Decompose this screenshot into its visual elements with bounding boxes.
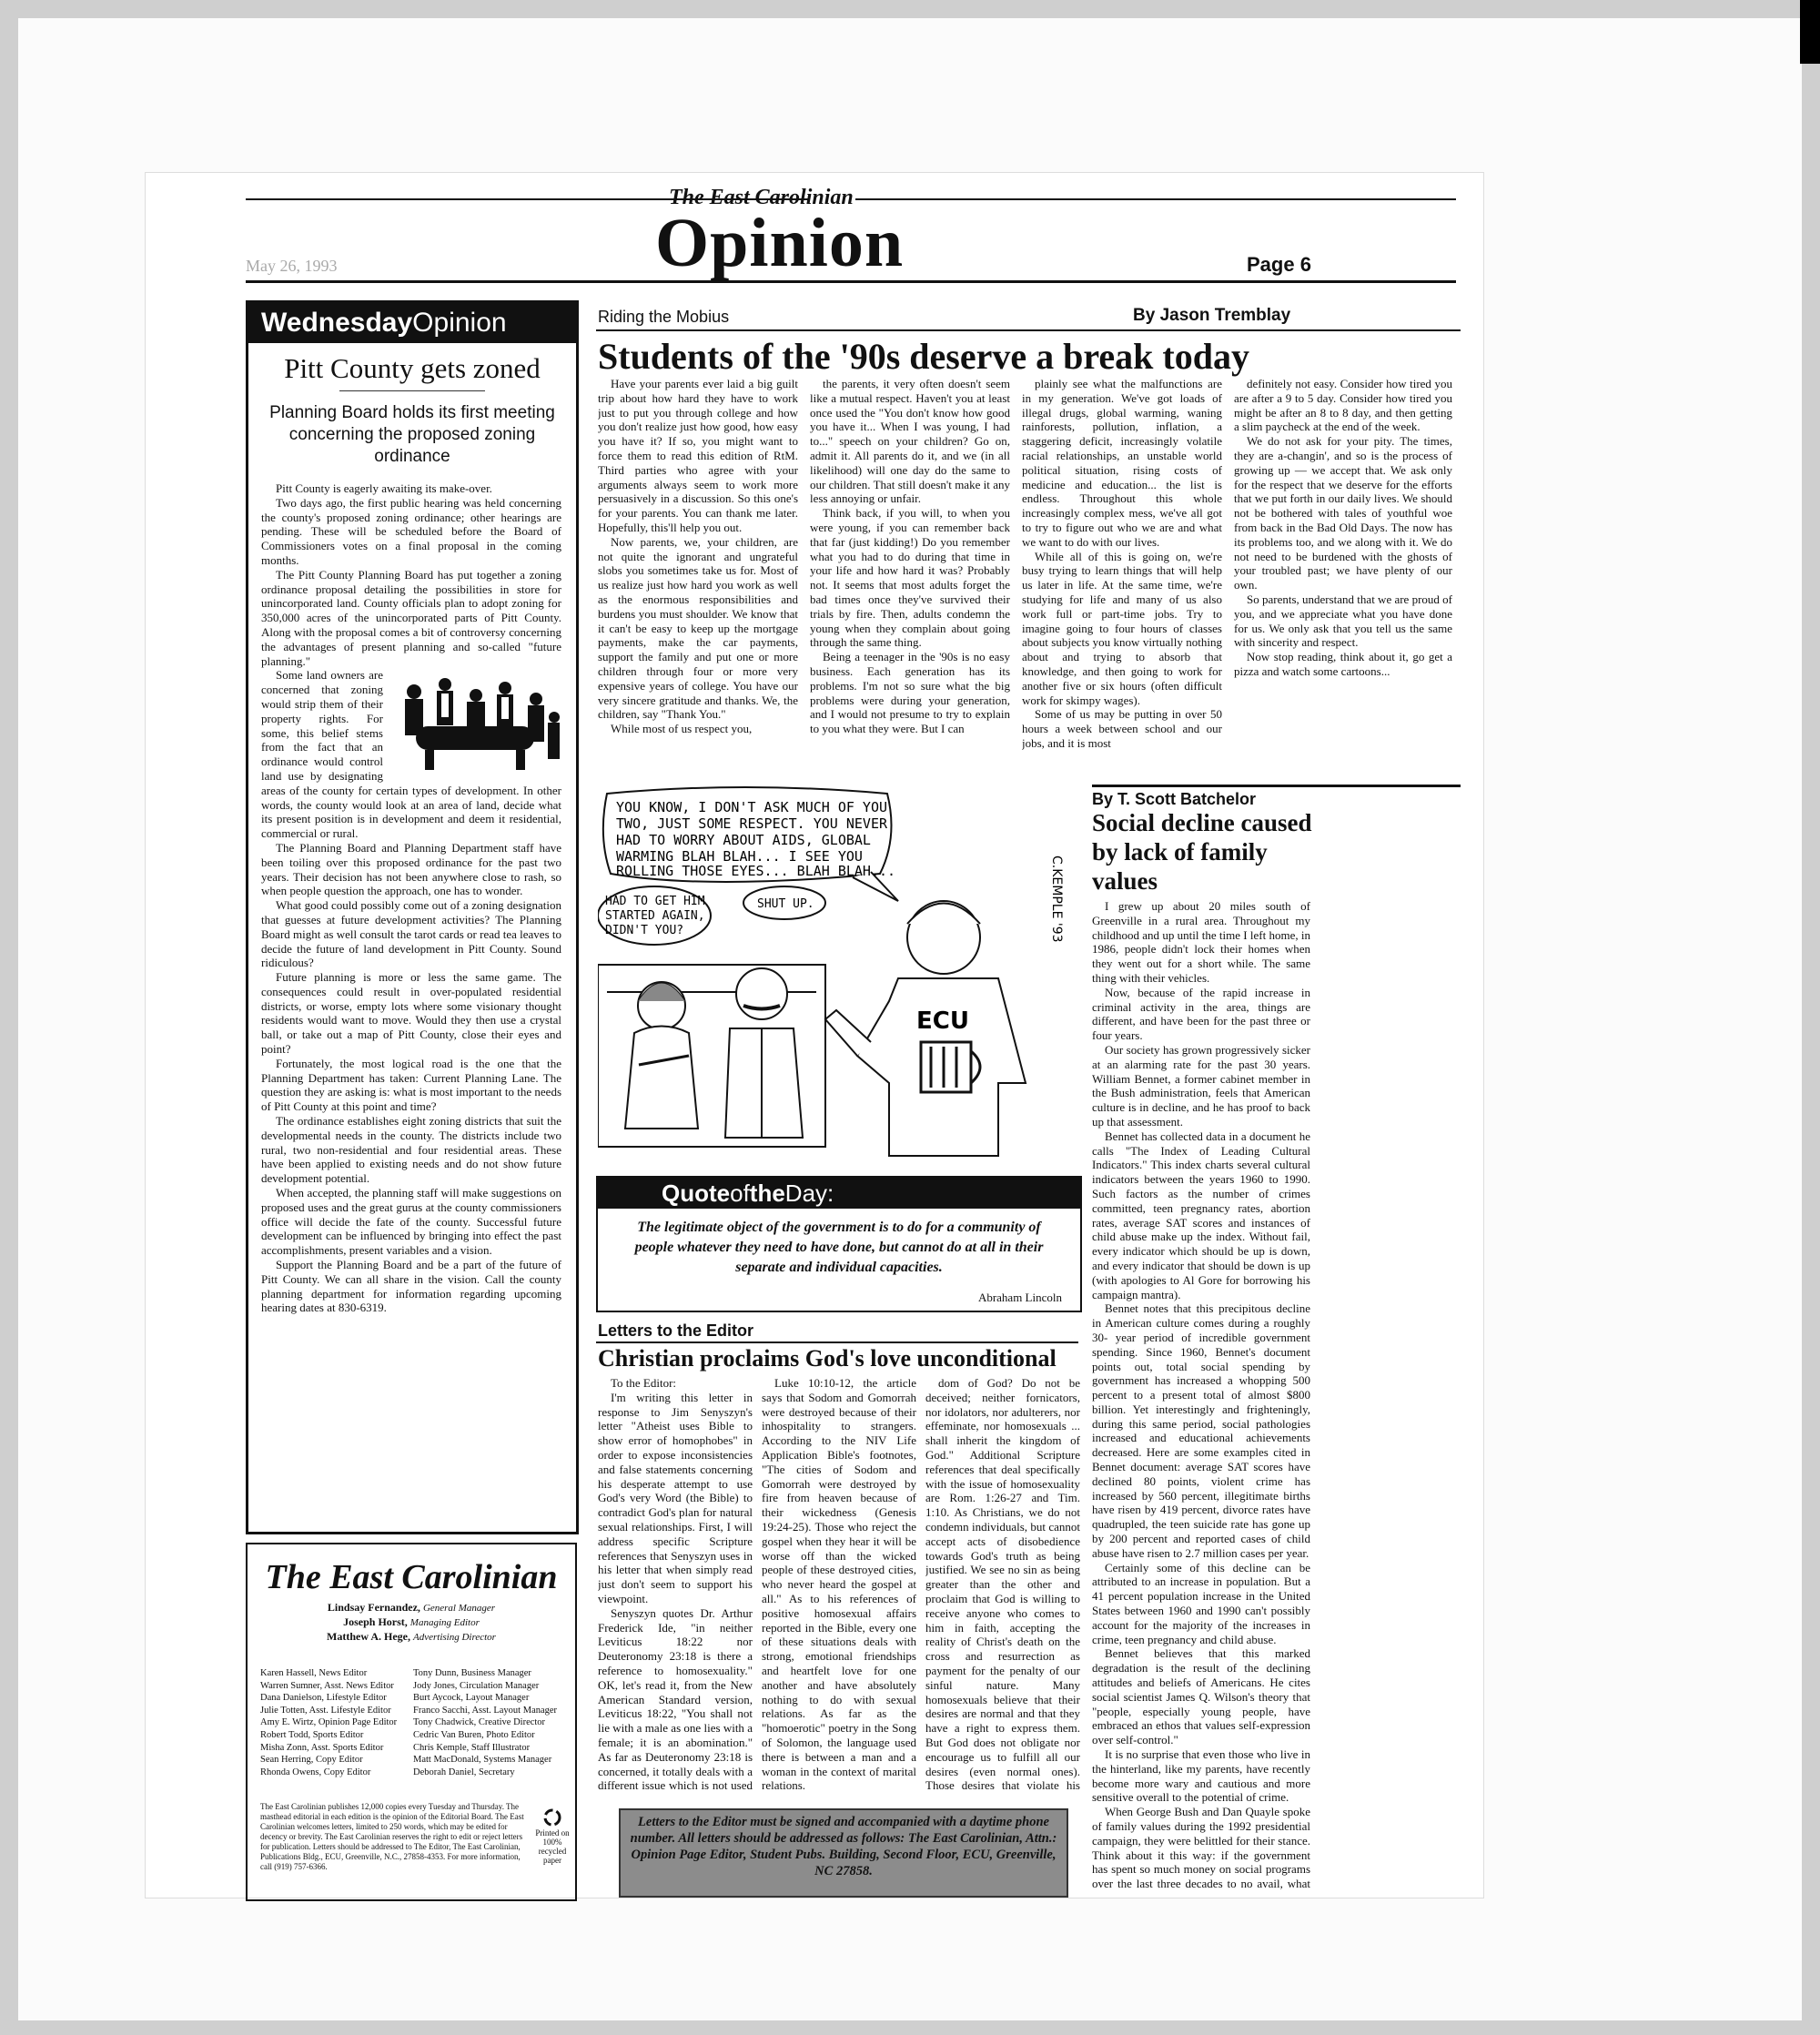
quote-text: The legitimate object of the government is to do for a community of people whatever they need to have done, but cannot do at all in their separate and individual capacities. — [634, 1220, 1044, 1275]
film-edge-mark — [1800, 0, 1820, 64]
staff-entry: Robert Todd, Sports Editor — [260, 1729, 364, 1740]
scott-paragraph: I grew up about 20 miles south of Greenville in a rural area. Throughout my childhood and up until the time I left home, in 1986, people didn't lock their homes when they went out for a short while. The same thing with their vehicles. — [1092, 899, 1310, 985]
quote-header — [598, 1178, 1080, 1209]
recycle-icon — [542, 1808, 562, 1827]
mobius-paragraph: Being a teenager in the '90s is no easy business. Each generation has its problems. I'm not so sure what the big problems were during your generation, and I would not presume to try to explain to you what they were. But I can — [810, 650, 1010, 736]
recycled-paper-note — [533, 1808, 571, 1865]
staff-entry: Jody Jones, Circulation Manager — [413, 1680, 540, 1691]
staff-entry: Franco Sacchi, Asst. Layout Manager — [413, 1705, 558, 1716]
masthead-rule — [246, 280, 1456, 283]
scott-paragraph: Bennet believes that this marked degradation is the result of the declining attitudes and beliefs of Americans. He cites social scientist James Q. Wilson's theory that "people, especially young people, have embraced an ethos that values self-expression over self-control." — [1092, 1646, 1310, 1747]
mobius-paragraph: Now parents, we, your children, are not quite the ignorant and ungrateful slobs you sometimes take us for. Most of us realize just how hard you work as well as the enormous responsibilities and burdens you must shoulder. We know that it can't be easy to keep up the mortgage payments, make the car payments, support the family and put one or more children through four or more very expensive years of college. You have our very sincere gratitude and thanks. We, the children, say "Thank You." — [598, 534, 798, 722]
staff-fine-print: The East Carolinian publishes 12,000 copies every Tuesday and Thursday. The masthead editorial in each edition is the opinion of the Editorial Board. The East Carolinian welcomes letters, limited to 250 words, which may be edited for decency or brevity. The East Carolinian reserves the right to edit or reject letters for publication. Letters should be addressed to The Editor, The East Carolinian, Publications Bldg., ECU, Greenville, N.C., 27858-4353. For more information, call (919) 757-6366. — [260, 1802, 524, 1871]
header-bold-word: Wednesday — [261, 308, 413, 338]
staff-entry: Amy E. Wirtz, Opinion Page Editor — [260, 1717, 398, 1728]
staff-entry: Dana Danielson, Lifestyle Editor — [260, 1693, 387, 1704]
staff-entry: Misha Zonn, Asst. Sports Editor — [260, 1742, 384, 1753]
letters-policy-notice: Letters to the Editor must be signed and accompanied with a daytime phone number. All letters should be addressed as follows: The East Carolinian, Attn.: Opinion Page Editor, Student Pubs. Building, Second Floor, ECU, Greenville, NC 27858. — [619, 1808, 1068, 1898]
cartoon-drawing — [598, 783, 1080, 1165]
editorial-paragraph: The Planning Board and Planning Department staff have been toiling over this proposed ordinance for the past two years. Their decision has not been anywhere close to rash, so when people question the approach, one has to wonder. — [261, 840, 561, 898]
staff-entry: Karen Hassell, News Editor — [260, 1668, 368, 1678]
staff-entry: Burt Aycock, Layout Manager — [413, 1693, 530, 1704]
editorial-divider — [339, 390, 485, 391]
editorial-paragraph: When accepted, the planning staff will make suggestions on proposed uses and the great gurus at the county commissioners office will decide the fate of the county. Successful future development can be influenced by bringing into effect the past accomplishments, present variables and a vision. — [261, 1186, 561, 1258]
letter-column-2 — [762, 1376, 916, 1795]
meeting-illustration — [389, 672, 561, 774]
header-light-word: Opinion — [412, 308, 507, 338]
editorial-paragraph: Fortunately, the most logical road is the one that the Planning Department has taken: Current Planning Lane. The question they are asking is: what is most important to the needs of Pitt County at this point and time? — [261, 1056, 561, 1114]
letter-paragraph: Senyszyn quotes Dr. Arthur Frederick Ide, "in neither Leviticus 18:22 nor Deuteronomy 23:18 is there a reference to homosexuality." OK, let's read it, from the New American Standard version, Leviticus 18:22, "You shall not lie with a male as one lies with a female; it is an abomination." As far as Deuteronomy 23:18 is concerned, it totally deals with a different issue which is not used — [598, 1605, 753, 1793]
column-name: Riding the Mobius — [598, 308, 730, 326]
mobius-paragraph: While all of this is going on, we're busy trying to learn things that will help us later in life. At the same time, we're studying for life and many of us also work full or part-time jobs. Try to imagine going to four hours of classes about subjects you know virtually nothing about and trying to absorb that knowledge, and then going to work for another five or six hours (often difficult work for skimpy wages). — [1022, 549, 1222, 707]
letter-paragraph: dom of God? Do not be deceived; neither fornicators, nor idolators, nor adulterers, nor effeminate, nor homosexuals ... shall inherit the kingdom of God." Additional Scripture references that deal specifically with the issue of homosexuality are Rom. 1:26-27 and Tim. 1:10. As Christians, we do not condemn individuals, but cannot accept acts of disobedience towards God's truth as being justified. We see no sin as being greater than the other and proclaim that God is willing to receive anyone who comes to him in faith, accepting the reality of Christ's death on the cross and resurrection as payment for the penalty of our sinful nature. Many homosexuals believe that their desires are normal and that they have a right to express them. But God does not obligate nor encourage us to fulfill all our desires (even normal ones). Those desires that violate his — [925, 1376, 1080, 1793]
mobius-paragraph: Now stop reading, think about it, go get a pizza and watch some cartoons... — [1234, 650, 1452, 678]
quote-header-part: Day: — [784, 1179, 834, 1207]
mobius-paragraph: We do not ask for your pity. The times, they are a-changin', and so is the process of growing up — we accept that. We ask only for the respect that we deserve for the efforts that we put forth in our daily lives. We should not be bothered with tales of youthful woe from back in the Bad Old Days. The now has its problems too, and we along with it. We do not need to be burdened with the ghosts of your troubled past; we have plenty of our own. — [1234, 434, 1452, 592]
staff-entry: Cedric Van Buren, Photo Editor — [413, 1729, 535, 1740]
masthead-section-title: Opinion — [655, 205, 905, 281]
cartoon-bubble-line: STARTED AGAIN, — [605, 909, 705, 923]
editorial-paragraph: The ordinance establishes eight zoning districts that suit the developmental needs in the county. The districts include two rural, two non-residential and four residential areas. These have been applied to existing needs and do not show future development potential. — [261, 1114, 561, 1186]
mobius-paragraph: Think back, if you will, to when you were young, if you can remember back that far (just kidding!) Do you remember what you had to do during that time in your life and how hard it was? Probably not. It seems that most adults forget the bad times once they've survived their trials by fire. Then, adults condemn the young when they complain about going through the same thing. — [810, 506, 1010, 650]
mobius-column-1 — [598, 377, 798, 788]
quote-of-the-day-box — [596, 1176, 1082, 1312]
staff-box — [246, 1543, 577, 1901]
scott-headline: Social decline caused by lack of family values — [1092, 809, 1312, 895]
editorial-headline: Pitt County gets zoned — [284, 352, 541, 384]
masthead-date: May 26, 1993 — [246, 257, 338, 275]
letter-paragraph: To the Editor: — [611, 1376, 677, 1390]
mobius-paragraph: While most of us respect you, — [611, 722, 753, 736]
scott-body — [1092, 899, 1310, 1891]
staff-list-left — [260, 1667, 410, 1778]
cartoon-shirt-text: ECU — [916, 1007, 969, 1035]
staff-head-name: Matthew A. Hege, — [327, 1630, 411, 1643]
staff-entry: Julie Totten, Asst. Lifestyle Editor — [260, 1705, 391, 1716]
scott-rule — [1092, 785, 1461, 787]
scott-paragraph: When George Bush and Dan Quayle spoke of family values during the 1992 presidential campaign, they were belittled for their stance. Think about it this way: if the government has spent so much money on social programs over the last three decades to no avail, what — [1092, 1805, 1310, 1891]
editorial-paragraph: What good could possibly come out of a zoning designation that guesses at future development activities? The Planning Board might as well consult the tarot cards or read tea leaves to decide the future of land development in Pitt County. Sound ridiculous? — [261, 898, 561, 970]
staff-head-name: Lindsay Fernandez, — [327, 1601, 420, 1614]
mobius-column-3 — [1022, 377, 1222, 788]
staff-entry: Tony Chadwick, Creative Director — [413, 1717, 546, 1728]
staff-list-right — [413, 1667, 563, 1778]
letter-column-3 — [925, 1376, 1080, 1795]
mobius-paragraph: plainly see what the malfunctions are in my generation. We've got loads of illegal drugs, global warming, waning rainforests, pollution, inflation, a staggering deficit, increasingly volatile racial relationships, an unstable world political situation, rising costs of medicine and education... the list is endless. Throughout this whole increasingly complex mess, we've all got to try to figure out who we are and what we want to do with our lives. — [1022, 377, 1222, 549]
staff-head-role: General Manager — [422, 1603, 496, 1614]
editorial-paragraph: Future planning is more or less the same game. The consequences could result in over-populated residential districts, or worse, empty lots where some visionary thought residents would want to move. Would they then use a crystal ball, or take out a map of Pitt County, close their eyes and point? — [261, 970, 561, 1057]
scott-paragraph: Bennet notes that this precipitous decline in American culture comes during a roughly 30- year period of incredible government spending. Since 1960, Bennet's document points out, total social spending by government has increased a whopping 500 percent to a present total of almost $800 billion. Yet interestingly and frighteningly, during this same period, social pathologies increased and educational achievements decreased. Here are some examples cited in Bennet document: average SAT scores have declined 80 points, violent crime has increased by 560 percent, illegitimate births have risen by 419 percent, divorce rates have quadrupled, the teen suicide rate has gone up by 200 percent and reported cases of child abuse have risen to 2.7 million cases per year. — [1092, 1301, 1310, 1560]
mobius-paragraph: definitely not easy. Consider how tired you are after a 9 to 5 day. Consider how tired you might be after an 8 to 8 day, and then getting a slim paycheck at the end of the week. — [1234, 377, 1452, 434]
quote-header-part: of — [730, 1179, 750, 1207]
editorial-paragraph: Support the Planning Board and be a part of the future of Pitt County. We can all share in the vision. Call the county planning department for information regarding upcoming hearing dates at 830-6319. — [261, 1258, 561, 1315]
letter-paragraph — [762, 1793, 916, 1795]
staff-paper-name: The East Carolinian — [265, 1558, 558, 1596]
scott-paragraph: Bennet has collected data in a document he calls "The Index of Leading Cultural Indicators." This index charts several cultural indicators between the years 1960 to 1990. Such factors as the number of crimes committed, teen pregnancy rates, abortion rates, average SAT scores and instances of child abuse make up the index. Without fail, every indicator which should be up is down, and every indicator that should be down is up (with apologies to Al Gore for borrowing his campaign mantra). — [1092, 1129, 1310, 1301]
editorial-paragraph: Pitt County is eagerly awaiting its make-over. — [276, 481, 492, 495]
editorial-body — [261, 481, 561, 1519]
staff-entry: Warren Sumner, Asst. News Editor — [260, 1680, 394, 1691]
staff-entry: Rhonda Owens, Copy Editor — [260, 1767, 371, 1777]
editorial-paragraph: The Pitt County Planning Board has put together a zoning ordinance proposal detailing the possibilities in store for unincorporated land. County officials plan to adopt zoning for 350,000 acres of the unincorporated parts of Pitt County. Along with the proposal comes a bit of controversy concerning the advantages of present planning and so-called "future planning." — [261, 567, 561, 668]
mobius-paragraph: So parents, understand that we are proud of you, and we appreciate what you have done for us. We only ask that you tell us the same with sincerity and respect. — [1234, 592, 1452, 650]
newspaper-page — [146, 173, 1483, 1898]
mobius-paragraph: Some of us may be putting in over 50 hours a week between school and our jobs, and it is most — [1022, 707, 1222, 750]
staff-head-role: Advertising Director — [413, 1632, 496, 1643]
cartoon-bubble-line: ROLLING THOSE EYES... BLAH BLAH... — [616, 863, 896, 879]
masthead-page-number: Page 6 — [1247, 253, 1311, 276]
letter-column-1 — [598, 1376, 753, 1795]
mobius-paragraph: the parents, it very often doesn't seem like a mutual respect. Haven't you at least once used the "You don't know how good you have it... When I was young, I had to..." speech on your children? Go on, admit it. All parents do it, and we (in all likelihood) will one day do the same to our children. That still doesn't make it any less annoying or unfair. — [810, 377, 1010, 506]
staff-entry: Deborah Daniel, Secretary — [413, 1767, 515, 1777]
staff-entry: Sean Herring, Copy Editor — [260, 1755, 363, 1766]
cartoon-credit: C.KEMPLE '93 — [1049, 856, 1064, 943]
masthead-paper-name: The East Carolinian — [669, 186, 854, 209]
quote-header-part: the — [749, 1179, 785, 1207]
cartoon-bubble-line: WARMING BLAH BLAH... I SEE YOU — [616, 848, 863, 865]
staff-head-role: Managing Editor — [410, 1617, 480, 1628]
cartoon-bubble-line: YOU KNOW, I DON'T ASK MUCH OF YOU — [616, 799, 888, 815]
editorial-paragraph: Some land owners are concerned that zoning would strip them of their property rights. For some, this belief stems from the fact that an ordinance would control land use by designating areas of the county for certain types of development. In other words, the county would look at an area of land, decide what its present position is in development and deem it residential, commercial or rural. — [261, 668, 561, 841]
quote-attribution: Abraham Lincoln — [977, 1291, 1062, 1304]
staff-head-name: Joseph Horst, — [343, 1615, 408, 1628]
scott-byline: By T. Scott Batchelor — [1092, 790, 1257, 808]
masthead-rule-right — [855, 198, 1456, 200]
editorial-cartoon — [598, 783, 1080, 1165]
staff-entry: Tony Dunn, Business Manager — [413, 1668, 531, 1678]
cartoon-bubble-line: SHUT UP. — [757, 897, 814, 911]
cartoon-bubble-line: DIDN'T YOU? — [605, 924, 684, 937]
letter-paragraph: I'm writing this letter in response to Jim Senyszyn's letter "Atheist uses Bible to show error of homophobes" in order to expose inconsistencies and false statements concerning his desperate attempt to use God's very Word (the Bible) to contradict God's plan for natural sexual relationships. First, I will address specific Scripture references that Senyszyn uses in his letter that when simply read just don't seem to support his viewpoint. — [598, 1390, 753, 1605]
cartoon-bubble-line: HAD TO WORRY ABOUT AIDS, GLOBAL — [616, 832, 871, 848]
scott-paragraph: It is no surprise that even those who live in the hinterland, like my parents, have recently become more wary and cautious and more sensitive overall to the potential of crime. — [1092, 1747, 1310, 1805]
mobius-headline: Students of the '90s deserve a break today — [598, 336, 1249, 377]
editorial-paragraph: Two days ago, the first public hearing was held concerning the county's proposed zoning ordinance; other hearings are pending. These will be scheduled before the Board of Commissioners votes on a final proposal in the coming months. — [261, 495, 561, 567]
letter-paragraph: Luke 10:10-12, the article says that Sodom and Gomorrah were destroyed because of their inhospitality to strangers. According to the NIV Life Application Bible's footnotes, "The cities of Sodom and Gomorrah were destroyed by fire from heaven because of their wickedness (Genesis 19:24-25). Those who reject the gospel when they hear it will be worse off than the wicked people of these destroyed cities, who never heard the gospel at all." As to his references of positive homosexual affairs reported in the Bible, every one of these situations deals with strong, emotional friendships and heartfelt love for one another and have absolutely nothing to do with sexual relations. As far as the "homoerotic" poetry in the Song of Solomon, the language used there is between a man and a woman in the context of marital relations. — [762, 1376, 916, 1793]
mobius-column-4 — [1234, 377, 1452, 777]
quote-header-part: Quote — [662, 1179, 731, 1207]
cartoon-bubble-line: TWO, JUST SOME RESPECT. YOU NEVER — [616, 815, 888, 832]
scott-paragraph: Certainly some of this decline can be attributed to an increase in population. But a 41 percent population increase in the United States between 1960 and 1990 can't possibly account for the majority of the increases in crime, teen pregnancy and child abuse. — [1092, 1560, 1310, 1646]
scott-paragraph: Our society has grown progressively sicker at an alarming rate for the past 30 years. William Bennet, a former cabinet member in the Bush administration, feels that American culture is in decline, and he has proof to back up that assessment. — [1092, 1042, 1310, 1129]
letters-section-label: Letters to the Editor — [598, 1321, 754, 1340]
mobius-rule — [596, 329, 1461, 331]
editorial-box-header — [248, 303, 576, 343]
staff-entry: Chris Kemple, Staff Illustrator — [413, 1742, 531, 1753]
scott-paragraph: Now, because of the rapid increase in criminal activity in the area, things are different, and have been for the past three or four years. — [1092, 985, 1310, 1043]
staff-heads — [248, 1601, 575, 1645]
letters-headline: Christian proclaims God's love unconditional — [598, 1345, 1057, 1372]
letters-rule — [596, 1341, 1078, 1343]
mobius-column-2 — [810, 377, 1010, 788]
staff-entry: Matt MacDonald, Systems Manager — [413, 1755, 552, 1766]
editorial-box — [246, 300, 579, 1534]
recycled-paper-label: Printed on 100% recycled paper — [535, 1828, 570, 1865]
editorial-subhead: Planning Board holds its first meeting concerning the proposed zoning ordinance — [269, 403, 555, 466]
mobius-paragraph: Have your parents ever laid a big guilt trip about how hard they have to work just to put you through college and how you don't realize just how good, how easy you have it? If so, you might want to force them to read this edition of RtM. Third parties who agree with your arguments always seem to work more persuasively in a discussion. So this one's for your parents. You can thank me later. Hopefully, this'll help you out. — [598, 377, 798, 534]
mobius-byline: By Jason Tremblay — [1133, 306, 1291, 325]
cartoon-bubble-line: HAD TO GET HIM — [605, 895, 705, 908]
